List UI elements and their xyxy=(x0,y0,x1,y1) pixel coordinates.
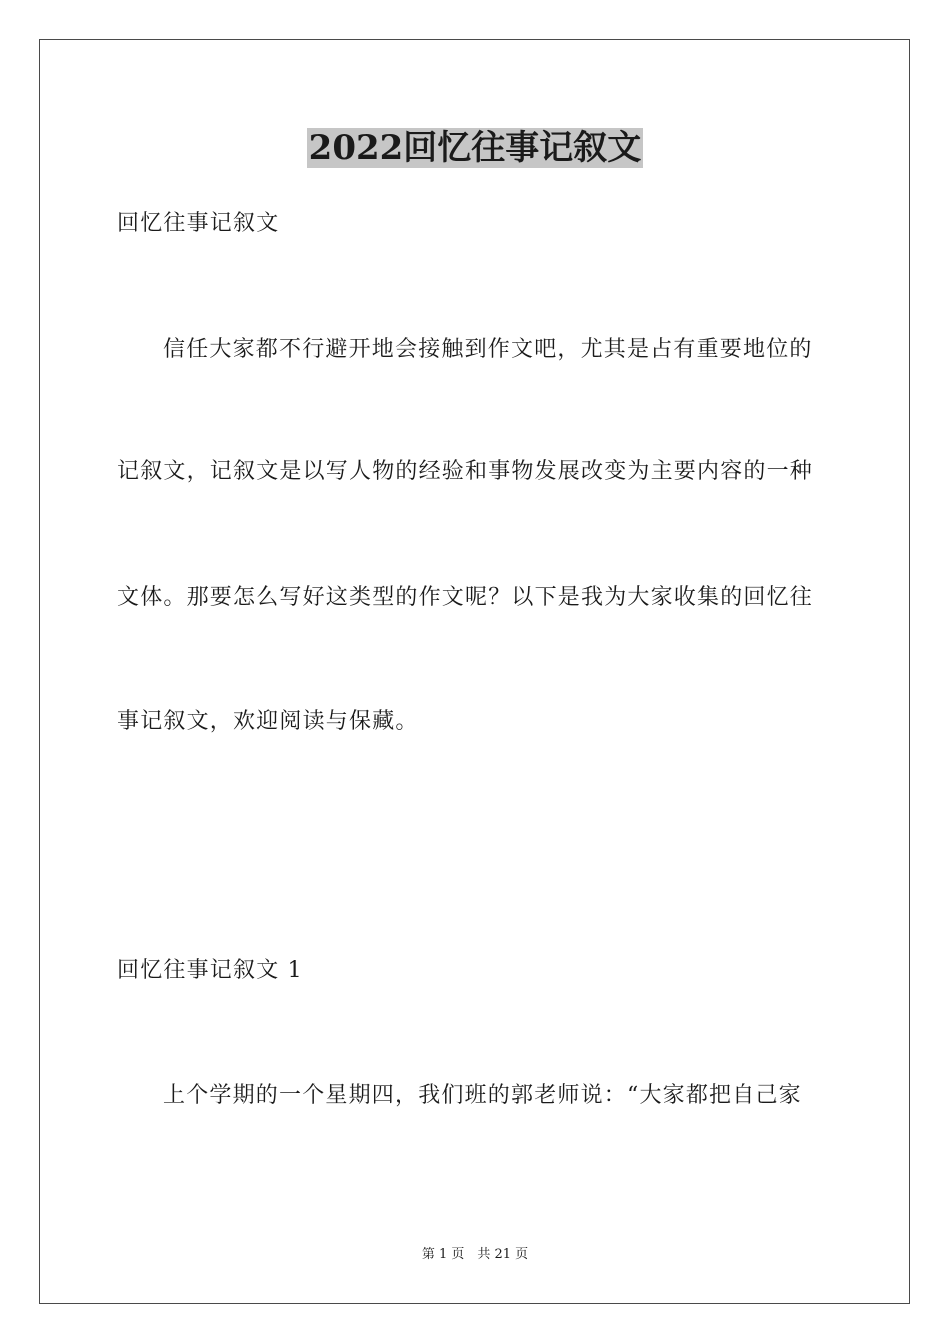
document-title xyxy=(0,126,950,170)
intro-line-3: 文体。那要怎么写好这类型的作文呢？以下是我为大家收集的回忆往 xyxy=(117,585,814,610)
intro-line-2: 记叙文，记叙文是以写人物的经验和事物发展改变为主要内容的一种 xyxy=(117,459,814,484)
document-subtitle: 回忆往事记叙文 xyxy=(117,211,280,236)
intro-line-4: 事记叙文，欢迎阅读与保藏。 xyxy=(117,709,419,734)
document-title-text: 2022回忆往事记叙文 xyxy=(308,128,642,168)
section-first-line: 上个学期的一个星期四，我们班的郭老师说：“大家都把自己家 xyxy=(163,1083,802,1108)
page-number-footer: 第 1 页 共 21 页 xyxy=(421,1247,529,1262)
section-heading: 回忆往事记叙文 1 xyxy=(117,958,303,983)
intro-line-1: 信任大家都不行避开地会接触到作文吧，尤其是占有重要地位的 xyxy=(163,337,813,362)
